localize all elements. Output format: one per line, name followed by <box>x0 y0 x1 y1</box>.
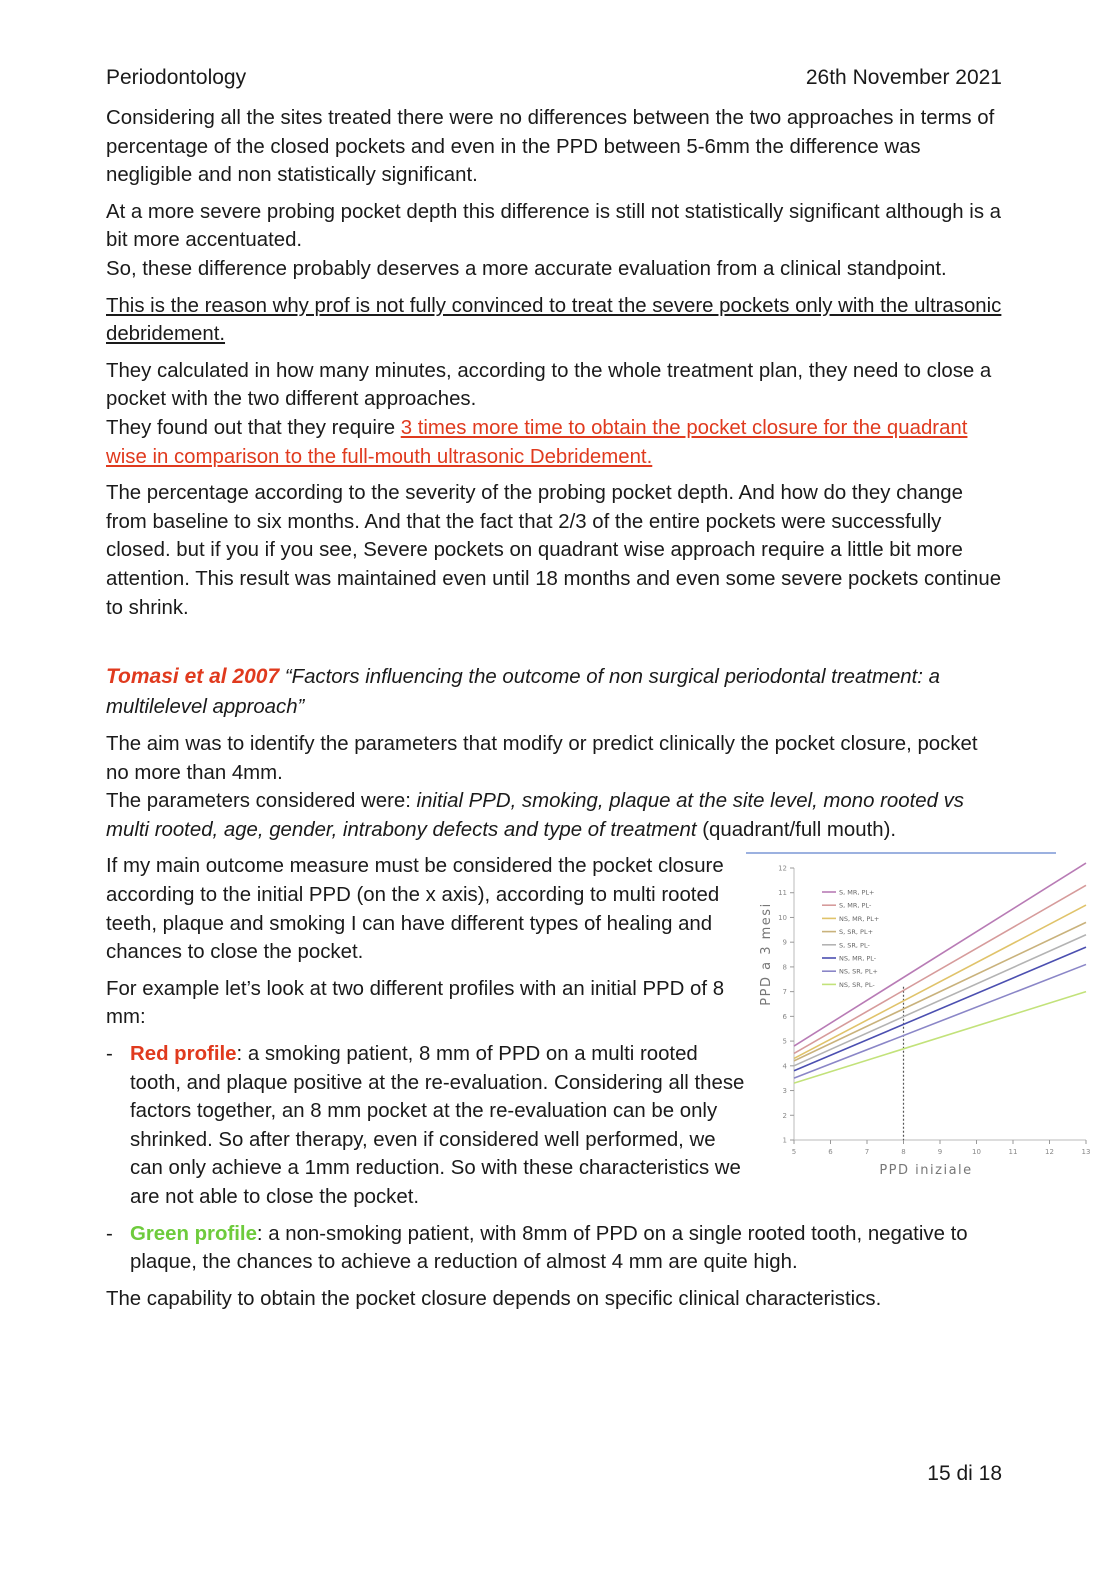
y-tick-label: 12 <box>778 864 787 873</box>
list-item <box>106 1040 750 1212</box>
study-author: Tomasi et al 2007 <box>106 665 280 689</box>
series-line <box>794 886 1086 1054</box>
chart-axes <box>778 865 1090 1157</box>
red-profile-text: : a smoking patient, 8 mm of PPD on a multi rooted tooth, and plaque positive at the re-evaluation. Considering all these factors together, an 8 mm pocket at the re-evaluation can be only shrinked. So after therapy, even if considered well performed, we can only achieve a 1mm reduction. So with these characteristics we are not able to close the pocket. <box>130 1043 745 1208</box>
section-heading <box>106 662 1004 722</box>
series-line <box>794 923 1086 1061</box>
page-number: 15 di 18 <box>927 1462 1002 1485</box>
y-tick-label: 4 <box>782 1062 787 1071</box>
paragraph-sentence: The aim was to identify the parameters that modify or predict clinically the pocket closure, pocket no more than 4mm. <box>106 733 978 784</box>
x-tick-label: 5 <box>791 1148 797 1157</box>
paragraph-sentence: They calculated in how many minutes, according to the whole treatment plan, they need to close a pocket with the two different approaches. <box>106 359 992 411</box>
legend-label: NS, SR, PL+ <box>839 968 878 977</box>
paragraph <box>106 730 1004 844</box>
y-tick-label: 11 <box>778 889 787 898</box>
x-tick-label: 9 <box>937 1148 943 1157</box>
red-profile-label: Red profile <box>130 1043 237 1066</box>
paragraph-sentence: The parameters considered were: <box>106 790 417 813</box>
highlighted-finding: 3 times more time to obtain the pocket closure for the quadrant wise in comparison to the full-mouth ultrasonic Debridement. <box>106 416 968 468</box>
ppd-chart <box>746 850 1108 1180</box>
chart-series <box>794 864 1086 1084</box>
y-tick-label: 6 <box>782 1013 787 1022</box>
series-line <box>794 948 1086 1072</box>
y-tick-label: 3 <box>782 1087 787 1096</box>
legend-label: S, SR, PL- <box>839 941 870 950</box>
y-tick-label: 9 <box>782 939 787 948</box>
paragraph <box>106 357 1004 471</box>
green-profile-label: Green profile <box>130 1222 257 1245</box>
x-tick-label: 11 <box>1008 1148 1018 1157</box>
x-tick-label: 12 <box>1045 1148 1054 1157</box>
bullet-dash: - <box>106 1043 113 1066</box>
chart-svg <box>746 850 1108 1180</box>
underlined-remark: This is the reason why prof is not fully convinced to treat the severe pockets only with the ultrasonic debridement. <box>106 294 1002 346</box>
study-title: “Factors influencing the outcome of non surgical periodontal treatment: a multilelevel approach” <box>106 666 940 719</box>
list-item <box>106 1220 1004 1277</box>
legend-label: NS, MR, PL+ <box>839 915 880 924</box>
y-tick-label: 5 <box>782 1038 787 1047</box>
page-content <box>106 104 1091 1321</box>
x-tick-label: 10 <box>972 1148 981 1157</box>
y-tick-label: 8 <box>782 963 787 972</box>
paragraph: The percentage according to the severity of the probing pocket depth. And how do they change from baseline to six months. And that the fact that 2/3 of the entire pockets were successfully closed. but if you if you see, Severe pockets on quadrant wise approach require a little bit more attention. This result was maintained even until 18 months and even some severe pockets continue to shrink. <box>106 482 1002 619</box>
y-axis-label: PPD a 3 mesi <box>759 902 774 1007</box>
parameters-list: initial PPD, smoking, plaque at the site level, mono rooted vs multi rooted, age, gender, intrabony defects and type of treatment <box>106 790 964 841</box>
legend-label: S, MR, PL+ <box>839 888 875 897</box>
y-tick-label: 10 <box>778 914 787 923</box>
lecture-date: 26th November 2021 <box>805 66 1002 89</box>
course-title: Periodontology <box>106 66 247 89</box>
x-tick-label: 6 <box>828 1148 833 1157</box>
legend-label: NS, SR, PL- <box>839 981 875 990</box>
series-line <box>794 992 1086 1083</box>
y-tick-label: 7 <box>782 988 787 997</box>
figure-text-area <box>106 852 1091 1211</box>
x-tick-label: 7 <box>864 1148 870 1157</box>
paragraph-sentence: They found out that they require <box>106 416 401 439</box>
legend-label: S, MR, PL- <box>839 902 872 911</box>
green-profile-text: : a non-smoking patient, with 8mm of PPD on a single rooted tooth, negative to plaque, the chances to achieve a reduction of almost 4 mm are quite high. <box>130 1222 968 1274</box>
x-axis-label: PPD iniziale <box>879 1163 973 1179</box>
chart-legend <box>822 889 879 989</box>
bullet-dash: - <box>106 1222 113 1245</box>
paragraph-sentence: At a more severe probing pocket depth this difference is still not statistically significant although is a bit more accentuated. <box>106 200 1002 252</box>
paragraph <box>106 198 1004 284</box>
y-tick-label: 1 <box>782 1136 787 1145</box>
legend-label: NS, MR, PL- <box>839 954 877 963</box>
paragraph: Considering all the sites treated there were no differences between the two approaches in terms of percentage of the closed pockets and even in the PPD between 5-6mm the difference was negligible and non statistically significant. <box>106 107 995 187</box>
x-tick-label: 13 <box>1081 1148 1091 1157</box>
paragraph: For example let’s look at two different profiles with an initial PPD of 8 mm: <box>106 977 725 1029</box>
paragraph: If my main outcome measure must be considered the pocket closure according to the initial PPD (on the x axis), according to multi rooted teeth, plaque and smoking I can have different types of healing and chances to close the pocket. <box>106 855 724 964</box>
legend-label: S, SR, PL+ <box>839 928 874 937</box>
conclusion: The capability to obtain the pocket closure depends on specific clinical characteristics. <box>106 1287 882 1310</box>
paragraph-sentence: (quadrant/full mouth). <box>696 818 897 841</box>
y-tick-label: 2 <box>782 1112 787 1121</box>
paragraph-sentence: So, these difference probably deserves a more accurate evaluation from a clinical standpoint. <box>106 257 947 280</box>
x-tick-label: 8 <box>901 1148 906 1157</box>
